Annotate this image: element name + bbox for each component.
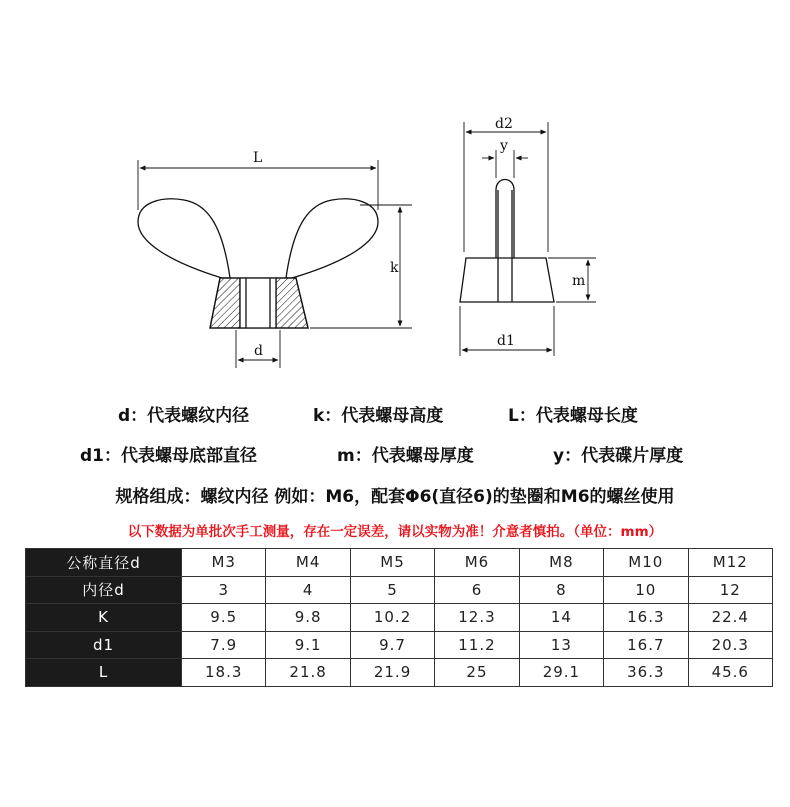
row-label: d1 [26, 631, 182, 659]
header-label: 公称直径d [26, 549, 182, 577]
side-body [460, 258, 554, 302]
value-cell: 6 [435, 576, 519, 604]
value-cell: 7.9 [182, 631, 266, 659]
side-view [460, 180, 554, 303]
value-cell: 18.3 [182, 659, 266, 687]
value-cell: 3 [182, 576, 266, 604]
value-cell: 9.8 [266, 604, 350, 632]
size-cell: M12 [688, 549, 772, 577]
side-dimensions [460, 122, 596, 356]
value-cell: 13 [519, 631, 603, 659]
legend-d: d：代表螺纹内径 [118, 406, 250, 426]
label-y: y [500, 138, 508, 154]
value-cell: 9.5 [182, 604, 266, 632]
value-cell: 16.7 [604, 631, 688, 659]
row-label: L [26, 659, 182, 687]
label-d2: d2 [495, 116, 513, 132]
label-d: d [254, 343, 263, 359]
value-cell: 5 [350, 576, 434, 604]
value-cell: 12.3 [435, 604, 519, 632]
value-cell: 21.8 [266, 659, 350, 687]
spec-composition: 规格组成：螺纹内径 例如：M6，配套Φ6(直径6)的垫圈和M6的螺丝使用 [115, 487, 675, 507]
row-label: 内径d [26, 576, 182, 604]
right-wing [286, 199, 378, 278]
wing-nut-drawing [0, 0, 790, 380]
table-row [26, 631, 773, 659]
size-cell: M4 [266, 549, 350, 577]
left-wing [138, 199, 230, 278]
table-row [26, 576, 773, 604]
value-cell: 29.1 [519, 659, 603, 687]
size-cell: M3 [182, 549, 266, 577]
legend-y: y：代表碟片厚度 [553, 446, 684, 466]
value-cell: 25 [435, 659, 519, 687]
value-cell: 45.6 [688, 659, 772, 687]
label-k: k [390, 260, 399, 276]
size-cell: M10 [604, 549, 688, 577]
label-L: L [253, 150, 263, 166]
front-dimensions [138, 160, 412, 368]
row-label: K [26, 604, 182, 632]
legend-L: L：代表螺母长度 [508, 406, 638, 426]
value-cell: 10 [604, 576, 688, 604]
value-cell: 20.3 [688, 631, 772, 659]
table-row [26, 659, 773, 687]
value-cell: 4 [266, 576, 350, 604]
label-d1: d1 [497, 333, 515, 349]
side-wing [496, 180, 514, 259]
value-cell: 10.2 [350, 604, 434, 632]
value-cell: 21.9 [350, 659, 434, 687]
value-cell: 8 [519, 576, 603, 604]
legend-d1: d1：代表螺母底部直径 [80, 446, 257, 466]
size-cell: M8 [519, 549, 603, 577]
front-view [138, 199, 378, 328]
legend-k: k：代表螺母高度 [313, 406, 444, 426]
value-cell: 36.3 [604, 659, 688, 687]
measurement-notice: 以下数据为单批次手工测量，存在一定误差，请以实物为准！介意者慎拍。（单位：mm） [127, 524, 663, 540]
table-row [26, 604, 773, 632]
label-m: m [572, 273, 586, 289]
size-cell: M5 [350, 549, 434, 577]
size-cell: M6 [435, 549, 519, 577]
value-cell: 9.7 [350, 631, 434, 659]
value-cell: 22.4 [688, 604, 772, 632]
legend-m: m：代表螺母厚度 [337, 446, 474, 466]
value-cell: 9.1 [266, 631, 350, 659]
value-cell: 12 [688, 576, 772, 604]
table-header-row [26, 549, 773, 577]
value-cell: 16.3 [604, 604, 688, 632]
value-cell: 11.2 [435, 631, 519, 659]
spec-table [25, 548, 773, 687]
value-cell: 14 [519, 604, 603, 632]
